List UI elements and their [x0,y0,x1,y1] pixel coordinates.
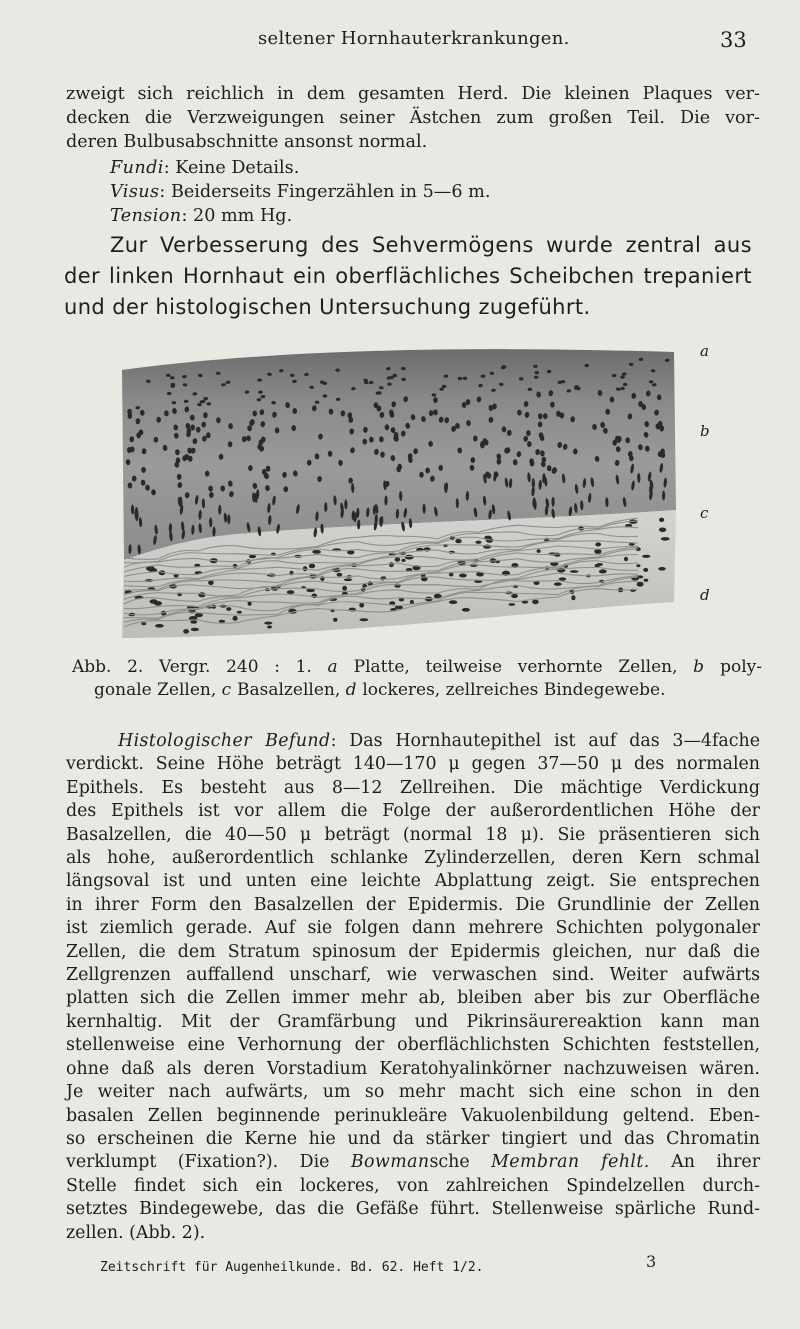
caption-key: b [693,657,705,677]
text-line: Je weiter nach aufwärts, um so mehr macht sich eine schon in den [66,1082,760,1103]
nucleus [532,600,539,605]
text-line: längsoval ist und unten eine leichte Abplattung zeigt. Sie entsprechen [66,871,760,892]
caption-prefix: Abb. 2. Vergr. 240 : 1. [72,657,312,677]
text-line: deren Bulbusabschnitte ansonst normal. [66,132,428,152]
caption-text: lockeres, zellreiches Bindegewebe. [356,680,666,700]
nucleus [405,555,414,560]
finding-label: Tension [110,206,182,226]
nucleus [333,618,338,622]
nucleus [501,366,506,369]
caption-text: Basalzellen, [231,680,346,700]
nucleus [449,573,454,577]
nucleus [449,600,457,604]
nucleus [267,626,272,629]
nucleus [172,401,177,404]
finding-visus [110,180,800,204]
section-label: Histologischer Befund [118,731,331,751]
histology-figure [118,340,678,642]
nucleus [661,537,670,541]
signature-mark: 3 [646,1252,657,1271]
caption-key: c [221,680,232,700]
emphasized-paragraph [64,230,752,323]
text-line: als hohe, außerordentlich schlanke Zylinderzellen, deren Kern schmal [66,848,760,869]
nucleus [642,555,650,558]
text-line: ist ziemlich gerade. Auf sie folgen dann mehrere Schichten polygonaler [66,918,760,939]
nucleus [233,616,238,621]
eponym: Bowman [350,1152,430,1173]
nucleus [337,573,343,577]
nucleus [596,563,603,566]
text-line: stellenweise eine Verhornung der oberflächlichsten Schichten feststellen, [66,1035,760,1056]
nucleus [264,622,272,625]
paragraph-intro [66,82,760,154]
nucleus [381,577,385,581]
nucleus [324,502,327,512]
paragraph-histology [66,730,760,1245]
layer-label-a: a [700,342,709,360]
nucleus [219,620,226,623]
text-span: : Das Hornhautepithel ist auf das 3—4fache [330,731,760,751]
finding-value: : Beiderseits Fingerzählen in 5—6 m. [159,182,491,202]
layer-label-b: b [700,422,710,440]
page-number: 33 [720,28,747,52]
text-line: setztes Bindegewebe, das die Gefäße führt. Stellenweise spärliche Rund- [66,1199,760,1220]
text-span: An ihrer [649,1152,761,1173]
nucleus [508,603,515,606]
finding-value: : 20 mm Hg. [181,206,293,226]
nucleus [342,586,347,591]
nucleus [612,440,617,446]
nucleus [636,564,640,567]
nucleus [287,590,295,594]
finding-label: Fundi [110,158,164,178]
nucleus [155,624,164,628]
nucleus [141,622,146,625]
text-line: verdickt. Seine Höhe beträgt 140—170 μ gegen 37—50 μ des normalen [66,754,760,775]
running-title: seltener Hornhauterkrankungen. [258,28,570,49]
text-line: kernhaltig. Mit der Gramfärbung und Pikrinsäurereaktion kann man [66,1011,760,1032]
caption-text: Platte, teilweise verhornte Zellen, [338,657,694,677]
findings-list [66,156,800,228]
nucleus [481,375,486,378]
nucleus [344,578,352,581]
nucleus [624,557,628,562]
caption-key: a [327,657,339,677]
nucleus [462,608,470,612]
nucleus [455,539,461,543]
text-line: Epithels. Es besteht aus 8—12 Zellreihen. Die mächtige Verdickung [66,777,760,798]
text-line: Zur Verbesserung des Sehvermögens wurde zentral aus [110,233,752,257]
nucleus [395,557,400,562]
nucleus [226,607,231,611]
nucleus [208,580,214,585]
nucleus [595,542,601,546]
nucleus [156,417,161,423]
layer-label-d: d [700,586,710,604]
layer-label-c: c [700,504,709,522]
nucleus [216,417,221,423]
finding-fundi [110,156,800,180]
text-line: ohne daß als deren Vorstadium Keratohyalinkörner nachzuweisen wären. [66,1058,760,1079]
nucleus [554,553,560,557]
nucleus [360,618,369,621]
nucleus [249,555,256,558]
nucleus [439,387,444,390]
text-line: zweigt sich reichlich in dem gesamten Herd. Die kleinen Plaques ver- [66,84,760,104]
nucleus [154,601,162,606]
text-line: in ihrer Form den Basalzellen der Epidermis. Die Grundlinie der Zellen [66,894,760,915]
nucleus [401,559,405,562]
text-line: der linken Hornhaut ein oberflächliches Scheibchen trepaniert [64,264,752,288]
text-line: so erscheinen die Kerne hie und da stärker tingiert und das Chromatin [66,1128,760,1149]
text-line: platten sich die Zellen immer mehr ab, bleiben aber bis zur Oberfläche [66,988,760,1009]
nucleus [643,568,648,572]
caption-line [72,679,762,702]
journal-footer: Zeitschrift für Augenheilkunde. Bd. 62. Heft 1/2. [100,1260,484,1275]
nucleus [594,549,601,554]
text-line: Basalzellen, die 40—50 μ beträgt (normal 18 μ). Sie präsentieren sich [66,824,760,845]
nucleus [292,408,297,414]
finding-tension [110,204,800,228]
text-span: sche [429,1152,492,1173]
nucleus [659,528,666,533]
emphasis: Membran fehlt. [491,1152,650,1173]
nucleus [570,570,579,573]
nucleus [571,595,575,600]
nucleus [312,550,321,554]
text-line: Zellen, die dem Stratum spinosum der Epidermis gleichen, nur daß die [66,941,760,962]
finding-label: Visus [110,182,160,202]
nucleus [183,629,189,634]
nucleus [539,432,544,438]
text-line: basalen Zellen beginnende perinukleäre Vakuolenbildung geltend. Eben- [66,1105,760,1126]
text-line [66,1151,760,1174]
text-line [66,730,760,753]
nucleus [637,582,644,587]
nucleus [537,549,541,553]
finding-value: : Keine Details. [163,158,300,178]
text-span: verklumpt (Fixation?). Die [66,1152,351,1173]
text-line: Stelle findet sich ein lockeres, von zahlreichen Spindelzellen durch- [66,1175,760,1196]
nucleus [554,582,562,586]
nucleus [191,628,199,631]
nucleus [190,620,197,624]
nucleus [237,611,242,614]
caption-key: d [345,680,357,700]
nucleus [475,541,481,544]
nucleus [459,574,467,578]
text-line: und der histologischen Untersuchung zugeführt. [64,295,591,319]
caption-text: gonale Zellen, [94,680,222,700]
text-line: Zellgrenzen auffallend unscharf, wie verwaschen sind. Weiter aufwärts [66,965,760,986]
nucleus [599,569,607,573]
text-line: des Epithels ist vor allem die Folge der außerordentlichen Höhe der [66,801,760,822]
nucleus [659,518,664,522]
nucleus [203,412,208,418]
figure-caption [72,656,762,702]
nucleus [389,562,394,567]
nucleus [644,579,649,582]
nucleus [658,567,665,571]
text-line: zellen. (Abb. 2). [66,1222,206,1243]
nucleus [309,564,315,569]
caption-text: poly- [704,657,763,677]
nucleus [511,594,518,598]
caption-line [72,656,762,679]
nucleus [196,427,201,433]
text-line: decken die Verzweigungen seiner Ästchen zum großen Teil. Die vor- [66,108,760,128]
